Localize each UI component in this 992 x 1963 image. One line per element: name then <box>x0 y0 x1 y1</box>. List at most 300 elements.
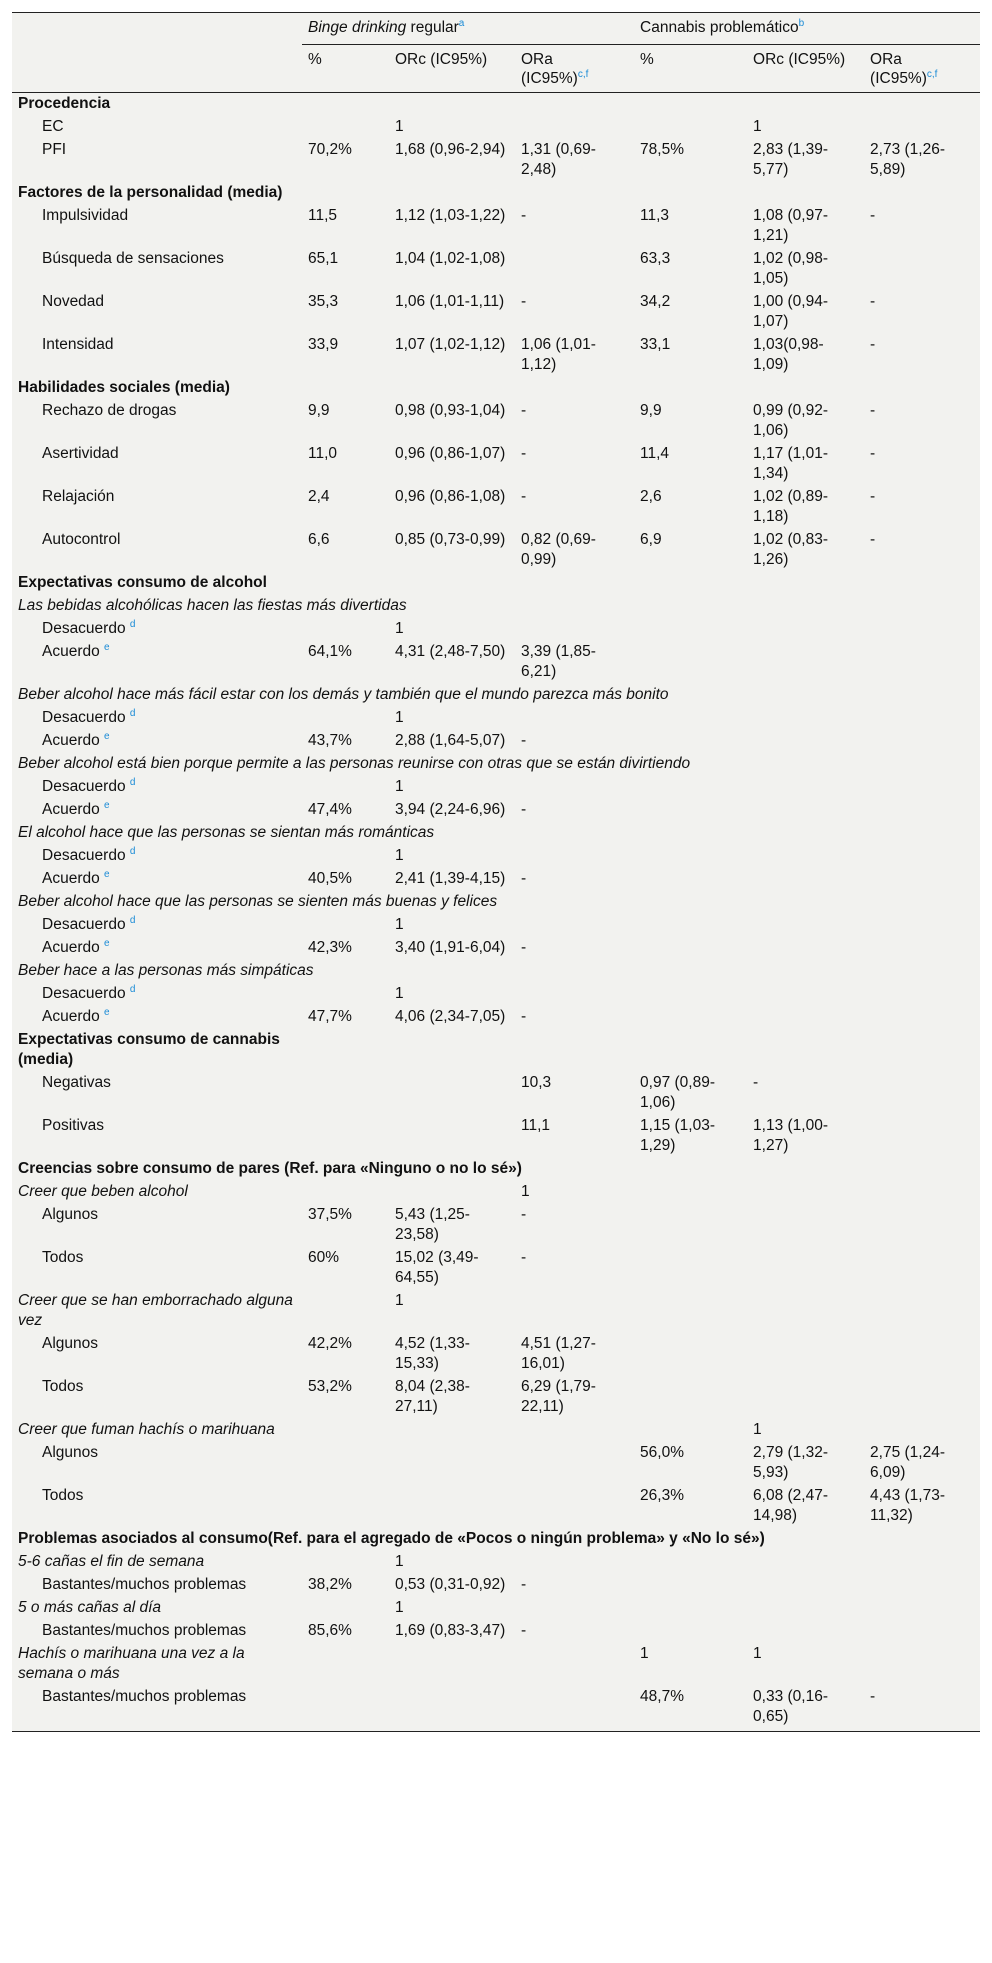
cell-ora-binge: - <box>515 400 634 443</box>
cell-ora-binge: - <box>515 937 634 960</box>
cell-ora-binge: 6,29 (1,79-22,11) <box>515 1376 634 1419</box>
header-empty-2 <box>12 45 302 93</box>
cell-orc-binge <box>389 1029 515 1072</box>
cell-pct-binge <box>302 572 389 595</box>
footnote-marker: e <box>104 1006 110 1018</box>
cell-orc-cannabis <box>747 93 864 117</box>
row-label: Asertividad <box>12 443 302 486</box>
cell-ora-binge: 1,31 (0,69-2,48) <box>515 139 634 182</box>
cell-pct-cannabis <box>634 1204 747 1247</box>
table-row <box>12 139 980 182</box>
table-row <box>12 1158 980 1181</box>
cell-ora-cannabis <box>864 707 980 730</box>
cell-orc-cannabis <box>747 1376 864 1419</box>
table-row <box>12 1574 980 1597</box>
row-label: Creer que se han emborrachado alguna vez <box>12 1290 302 1333</box>
table-row <box>12 291 980 334</box>
footnote-marker: e <box>104 730 110 742</box>
row-label: Algunos <box>12 1204 302 1247</box>
cell-ora-binge <box>515 1686 634 1732</box>
table-row <box>12 182 980 205</box>
row-label: Las bebidas alcohólicas hacen las fiestas más divertidas <box>12 595 980 618</box>
row-label: Procedencia <box>12 93 302 117</box>
footnote-marker: d <box>129 776 136 788</box>
cell-orc-cannabis <box>747 937 864 960</box>
cell-orc-binge: 1,04 (1,02-1,08) <box>389 248 515 291</box>
row-label: Desacuerdo $^d$ <box>12 707 302 730</box>
table-row <box>12 1290 980 1333</box>
cell-orc-binge: 15,02 (3,49-64,55) <box>389 1247 515 1290</box>
cell-orc-cannabis: 1,02 (0,89-1,18) <box>747 486 864 529</box>
cell-ora-cannabis <box>864 1643 980 1686</box>
header-pct-cannabis: % <box>634 45 747 93</box>
cell-pct-binge <box>302 116 389 139</box>
row-label: Novedad <box>12 291 302 334</box>
table-row <box>12 116 980 139</box>
footnote-marker: e <box>104 868 110 880</box>
cell-pct-binge: 70,2% <box>302 139 389 182</box>
cell-pct-cannabis <box>634 1574 747 1597</box>
cell-ora-binge <box>515 1485 634 1528</box>
cell-ora-binge: 0,82 (0,69-0,99) <box>515 529 634 572</box>
row-label: Habilidades sociales (media) <box>12 377 302 400</box>
cell-pct-cannabis: 26,3% <box>634 1485 747 1528</box>
cell-pct-cannabis: 48,7% <box>634 1686 747 1732</box>
cell-orc-cannabis: 1,02 (0,83-1,26) <box>747 529 864 572</box>
cell-ora-cannabis <box>864 1551 980 1574</box>
cell-pct-binge <box>302 1181 389 1204</box>
cell-orc-cannabis <box>747 707 864 730</box>
table-row <box>12 822 980 845</box>
cell-ora-binge <box>515 116 634 139</box>
cell-pct-cannabis <box>634 377 747 400</box>
cell-orc-cannabis <box>747 1597 864 1620</box>
row-label: PFI <box>12 139 302 182</box>
table-body <box>12 93 980 1732</box>
cell-pct-cannabis: 6,9 <box>634 529 747 572</box>
row-label: Factores de la personalidad (media) <box>12 182 302 205</box>
row-label: Bastantes/muchos problemas <box>12 1574 302 1597</box>
row-label: Desacuerdo $^d$ <box>12 914 302 937</box>
cell-ora-binge: 11,1 <box>515 1115 634 1158</box>
cell-ora-cannabis <box>864 914 980 937</box>
cell-ora-binge <box>515 248 634 291</box>
cell-orc-binge: 4,06 (2,34-7,05) <box>389 1006 515 1029</box>
cell-orc-binge <box>389 377 515 400</box>
cell-pct-cannabis <box>634 914 747 937</box>
table-row <box>12 707 980 730</box>
cell-orc-cannabis: 1,17 (1,01-1,34) <box>747 443 864 486</box>
cell-ora-cannabis <box>864 730 980 753</box>
row-label: Expectativas consumo de cannabis (media) <box>12 1029 302 1072</box>
cell-orc-cannabis <box>747 1181 864 1204</box>
cell-orc-cannabis: 1,00 (0,94-1,07) <box>747 291 864 334</box>
cell-orc-binge: 3,94 (2,24-6,96) <box>389 799 515 822</box>
header-binge-drinking: Binge drinking regular$^a$ <box>302 13 634 45</box>
table-row <box>12 205 980 248</box>
header-pct-binge: % <box>302 45 389 93</box>
cell-pct-cannabis: 78,5% <box>634 139 747 182</box>
cell-orc-cannabis: 1,03(0,98-1,09) <box>747 334 864 377</box>
cell-pct-cannabis <box>634 641 747 684</box>
row-label: Beber alcohol está bien porque permite a las personas reunirse con otras que se están divirtiendo <box>12 753 980 776</box>
cell-orc-cannabis: 1,13 (1,00-1,27) <box>747 1115 864 1158</box>
table-row <box>12 443 980 486</box>
cell-orc-binge: 0,96 (0,86-1,07) <box>389 443 515 486</box>
cell-ora-binge <box>515 377 634 400</box>
cell-orc-cannabis <box>747 1247 864 1290</box>
table-row <box>12 1181 980 1204</box>
cell-pct-binge <box>302 1029 389 1072</box>
cell-pct-cannabis <box>634 845 747 868</box>
cell-pct-cannabis: 9,9 <box>634 400 747 443</box>
row-label: Acuerdo $^e$ <box>12 730 302 753</box>
cell-pct-binge: 53,2% <box>302 1376 389 1419</box>
cell-ora-cannabis <box>864 641 980 684</box>
table-row <box>12 1551 980 1574</box>
row-label: Negativas <box>12 1072 302 1115</box>
cell-pct-binge <box>302 1551 389 1574</box>
row-label: Desacuerdo $^d$ <box>12 776 302 799</box>
table-row <box>12 641 980 684</box>
cell-pct-binge <box>302 1290 389 1333</box>
cell-orc-binge: 1 <box>389 1551 515 1574</box>
table-row <box>12 1376 980 1419</box>
row-label: Positivas <box>12 1115 302 1158</box>
cell-orc-binge: 1,12 (1,03-1,22) <box>389 205 515 248</box>
cell-pct-cannabis: 63,3 <box>634 248 747 291</box>
cell-pct-binge <box>302 914 389 937</box>
row-label: Desacuerdo $^d$ <box>12 983 302 1006</box>
cell-pct-binge: 42,3% <box>302 937 389 960</box>
cell-orc-binge <box>389 1181 515 1204</box>
cell-pct-binge: 37,5% <box>302 1204 389 1247</box>
cell-orc-binge: 1,68 (0,96-2,94) <box>389 139 515 182</box>
table-row <box>12 914 980 937</box>
table-row <box>12 572 980 595</box>
row-label: Expectativas consumo de alcohol <box>12 572 302 595</box>
cell-ora-cannabis <box>864 1620 980 1643</box>
cell-pct-binge <box>302 1686 389 1732</box>
cell-ora-cannabis <box>864 1204 980 1247</box>
cell-orc-binge: 1 <box>389 845 515 868</box>
cell-ora-binge: - <box>515 1006 634 1029</box>
cell-orc-binge: 1 <box>389 776 515 799</box>
cell-ora-binge <box>515 1643 634 1686</box>
cell-pct-binge <box>302 1643 389 1686</box>
cell-pct-cannabis <box>634 868 747 891</box>
cell-orc-cannabis: 1,08 (0,97-1,21) <box>747 205 864 248</box>
cell-ora-cannabis <box>864 983 980 1006</box>
cell-pct-binge <box>302 845 389 868</box>
cell-orc-cannabis <box>747 730 864 753</box>
cell-orc-binge: 2,41 (1,39-4,15) <box>389 868 515 891</box>
cell-ora-cannabis <box>864 845 980 868</box>
cell-ora-cannabis <box>864 799 980 822</box>
cell-ora-binge: - <box>515 1620 634 1643</box>
row-label: Autocontrol <box>12 529 302 572</box>
cell-pct-binge: 43,7% <box>302 730 389 753</box>
cell-pct-cannabis: 1,15 (1,03-1,29) <box>634 1115 747 1158</box>
cell-ora-cannabis <box>864 1115 980 1158</box>
cell-pct-cannabis: 11,4 <box>634 443 747 486</box>
cell-pct-binge <box>302 1115 389 1158</box>
cell-ora-cannabis <box>864 1247 980 1290</box>
cell-ora-cannabis <box>864 182 980 205</box>
table-row <box>12 595 980 618</box>
cell-orc-cannabis <box>747 641 864 684</box>
cell-ora-binge: - <box>515 486 634 529</box>
cell-pct-cannabis <box>634 1290 747 1333</box>
cell-ora-binge <box>515 1419 634 1442</box>
cell-pct-cannabis <box>634 116 747 139</box>
cell-ora-binge: 3,39 (1,85-6,21) <box>515 641 634 684</box>
results-table <box>12 12 980 1732</box>
cell-ora-cannabis: - <box>864 1686 980 1732</box>
table-row <box>12 1620 980 1643</box>
cell-pct-cannabis <box>634 799 747 822</box>
cell-ora-cannabis: 2,75 (1,24-6,09) <box>864 1442 980 1485</box>
table-row <box>12 400 980 443</box>
table-row <box>12 93 980 117</box>
cell-ora-cannabis <box>864 377 980 400</box>
footnote-marker: e <box>104 799 110 811</box>
cell-pct-cannabis <box>634 93 747 117</box>
cell-orc-binge: 3,40 (1,91-6,04) <box>389 937 515 960</box>
table-row <box>12 248 980 291</box>
row-label: Hachís o marihuana una vez a la semana o más <box>12 1643 302 1686</box>
cell-pct-binge: 2,4 <box>302 486 389 529</box>
cell-pct-binge: 60% <box>302 1247 389 1290</box>
table-row <box>12 960 980 983</box>
cell-pct-cannabis <box>634 1006 747 1029</box>
row-label: Beber hace a las personas más simpáticas <box>12 960 980 983</box>
cell-ora-cannabis <box>864 116 980 139</box>
table-row <box>12 1006 980 1029</box>
cell-orc-cannabis <box>747 776 864 799</box>
footnote-marker: d <box>129 707 136 719</box>
cell-pct-binge <box>302 182 389 205</box>
cell-ora-cannabis <box>864 1290 980 1333</box>
table-row <box>12 618 980 641</box>
cell-pct-cannabis: 0,97 (0,89-1,06) <box>634 1072 747 1115</box>
cell-ora-binge <box>515 1029 634 1072</box>
cell-orc-cannabis <box>747 868 864 891</box>
row-label: Acuerdo $^e$ <box>12 937 302 960</box>
table-row <box>12 1485 980 1528</box>
cell-ora-binge <box>515 707 634 730</box>
cell-ora-cannabis <box>864 1419 980 1442</box>
row-label: Relajación <box>12 486 302 529</box>
cell-orc-binge: 1 <box>389 618 515 641</box>
table-row <box>12 1115 980 1158</box>
cell-pct-binge: 6,6 <box>302 529 389 572</box>
footnote-marker: e <box>104 641 110 653</box>
cell-orc-cannabis: 0,99 (0,92-1,06) <box>747 400 864 443</box>
cell-ora-cannabis <box>864 1574 980 1597</box>
cell-orc-cannabis: 1 <box>747 116 864 139</box>
cell-orc-cannabis <box>747 1290 864 1333</box>
cell-orc-binge: 1 <box>389 983 515 1006</box>
cell-ora-binge: - <box>515 868 634 891</box>
cell-pct-cannabis: 33,1 <box>634 334 747 377</box>
cell-ora-cannabis <box>864 1376 980 1419</box>
cell-orc-binge: 1,07 (1,02-1,12) <box>389 334 515 377</box>
cell-pct-cannabis: 2,6 <box>634 486 747 529</box>
cell-ora-binge <box>515 572 634 595</box>
table-row <box>12 983 980 1006</box>
cell-ora-cannabis <box>864 868 980 891</box>
cell-orc-cannabis <box>747 1006 864 1029</box>
cell-orc-binge: 1 <box>389 1597 515 1620</box>
row-label: Desacuerdo $^d$ <box>12 845 302 868</box>
row-label: EC <box>12 116 302 139</box>
cell-orc-cannabis: 1 <box>747 1643 864 1686</box>
footnote-marker: d <box>129 983 136 995</box>
cell-orc-cannabis: 6,08 (2,47-14,98) <box>747 1485 864 1528</box>
cell-orc-cannabis <box>747 182 864 205</box>
cell-orc-binge: 4,52 (1,33-15,33) <box>389 1333 515 1376</box>
cell-orc-cannabis: 2,79 (1,32-5,93) <box>747 1442 864 1485</box>
row-label: Todos <box>12 1485 302 1528</box>
cell-ora-binge: - <box>515 205 634 248</box>
cell-ora-binge <box>515 1442 634 1485</box>
cell-ora-cannabis <box>864 1333 980 1376</box>
cell-pct-cannabis <box>634 730 747 753</box>
row-label: Acuerdo $^e$ <box>12 1006 302 1029</box>
cell-orc-binge: 0,85 (0,73-0,99) <box>389 529 515 572</box>
cell-pct-cannabis <box>634 937 747 960</box>
footnote-marker: e <box>104 937 110 949</box>
cell-ora-cannabis <box>864 248 980 291</box>
row-label: Rechazo de drogas <box>12 400 302 443</box>
row-label: Impulsividad <box>12 205 302 248</box>
cell-orc-binge: 5,43 (1,25-23,58) <box>389 1204 515 1247</box>
row-label: Creencias sobre consumo de pares (Ref. para «Ninguno o no lo sé») <box>12 1158 980 1181</box>
cell-pct-binge: 9,9 <box>302 400 389 443</box>
header-orc-cannabis: ORc (IC95%) <box>747 45 864 93</box>
cell-ora-cannabis <box>864 572 980 595</box>
cell-orc-cannabis <box>747 1620 864 1643</box>
table-row <box>12 1247 980 1290</box>
cell-pct-binge: 47,7% <box>302 1006 389 1029</box>
row-label: Beber alcohol hace más fácil estar con los demás y también que el mundo parezca más bonito <box>12 684 980 707</box>
cell-ora-binge: - <box>515 1247 634 1290</box>
table-row <box>12 753 980 776</box>
cell-ora-binge <box>515 1290 634 1333</box>
cell-pct-binge <box>302 1485 389 1528</box>
cell-ora-cannabis: 4,43 (1,73-11,32) <box>864 1485 980 1528</box>
cell-ora-cannabis <box>864 618 980 641</box>
cell-orc-cannabis <box>747 572 864 595</box>
cell-orc-cannabis: 2,83 (1,39-5,77) <box>747 139 864 182</box>
cell-orc-binge <box>389 1485 515 1528</box>
cell-orc-binge <box>389 182 515 205</box>
row-label: Creer que beben alcohol <box>12 1181 302 1204</box>
cell-ora-cannabis: - <box>864 291 980 334</box>
cell-pct-binge: 47,4% <box>302 799 389 822</box>
cell-ora-binge <box>515 618 634 641</box>
row-label: Todos <box>12 1247 302 1290</box>
table-row <box>12 377 980 400</box>
cell-pct-cannabis <box>634 1333 747 1376</box>
cell-orc-binge: 1 <box>389 116 515 139</box>
table-row <box>12 1528 980 1551</box>
row-label: Desacuerdo $^d$ <box>12 618 302 641</box>
cell-orc-binge <box>389 1419 515 1442</box>
cell-pct-cannabis <box>634 776 747 799</box>
cell-ora-binge <box>515 93 634 117</box>
cell-pct-cannabis <box>634 618 747 641</box>
cell-pct-cannabis: 11,3 <box>634 205 747 248</box>
cell-orc-binge <box>389 1072 515 1115</box>
row-label: Beber alcohol hace que las personas se sienten más buenas y felices <box>12 891 980 914</box>
cell-ora-cannabis <box>864 93 980 117</box>
cell-ora-cannabis <box>864 937 980 960</box>
cell-orc-cannabis: 1 <box>747 1419 864 1442</box>
cell-orc-cannabis <box>747 377 864 400</box>
cell-orc-binge: 0,53 (0,31-0,92) <box>389 1574 515 1597</box>
cell-orc-cannabis <box>747 914 864 937</box>
cell-ora-binge <box>515 182 634 205</box>
row-label: Acuerdo $^e$ <box>12 868 302 891</box>
cell-pct-binge: 11,5 <box>302 205 389 248</box>
cell-ora-cannabis <box>864 1006 980 1029</box>
cell-ora-binge: 1 <box>515 1181 634 1204</box>
cell-ora-cannabis: 2,73 (1,26-5,89) <box>864 139 980 182</box>
table-row <box>12 891 980 914</box>
table-row <box>12 486 980 529</box>
cell-pct-binge <box>302 707 389 730</box>
cell-ora-binge <box>515 914 634 937</box>
table-row <box>12 1029 980 1072</box>
cell-pct-binge: 65,1 <box>302 248 389 291</box>
cell-pct-binge <box>302 1442 389 1485</box>
cell-pct-cannabis <box>634 707 747 730</box>
row-label: Intensidad <box>12 334 302 377</box>
cell-orc-cannabis <box>747 1204 864 1247</box>
cell-pct-cannabis <box>634 983 747 1006</box>
cell-ora-binge: - <box>515 1574 634 1597</box>
row-label: Búsqueda de sensaciones <box>12 248 302 291</box>
table-row <box>12 1204 980 1247</box>
cell-pct-cannabis <box>634 1029 747 1072</box>
cell-orc-binge <box>389 1686 515 1732</box>
row-label: Problemas asociados al consumo(Ref. para el agregado de «Pocos o ningún problema» y «No lo sé») <box>12 1528 980 1551</box>
cell-ora-cannabis <box>864 1597 980 1620</box>
cell-orc-cannabis <box>747 1333 864 1376</box>
row-label: Algunos <box>12 1333 302 1376</box>
cell-pct-binge: 33,9 <box>302 334 389 377</box>
cell-pct-cannabis <box>634 1419 747 1442</box>
table-row <box>12 334 980 377</box>
cell-ora-binge: 1,06 (1,01-1,12) <box>515 334 634 377</box>
cell-orc-binge: 1 <box>389 707 515 730</box>
header-cannabis: Cannabis problemático$^b$ <box>634 13 980 45</box>
table-row <box>12 1072 980 1115</box>
cell-orc-binge <box>389 1115 515 1158</box>
header-orc-binge: ORc (IC95%) <box>389 45 515 93</box>
cell-orc-cannabis <box>747 1029 864 1072</box>
cell-ora-cannabis: - <box>864 334 980 377</box>
cell-pct-binge: 85,6% <box>302 1620 389 1643</box>
cell-pct-cannabis: 56,0% <box>634 1442 747 1485</box>
header-empty <box>12 13 302 45</box>
cell-ora-binge: - <box>515 1204 634 1247</box>
cell-ora-binge <box>515 983 634 1006</box>
row-label: Todos <box>12 1376 302 1419</box>
cell-pct-binge: 40,5% <box>302 868 389 891</box>
